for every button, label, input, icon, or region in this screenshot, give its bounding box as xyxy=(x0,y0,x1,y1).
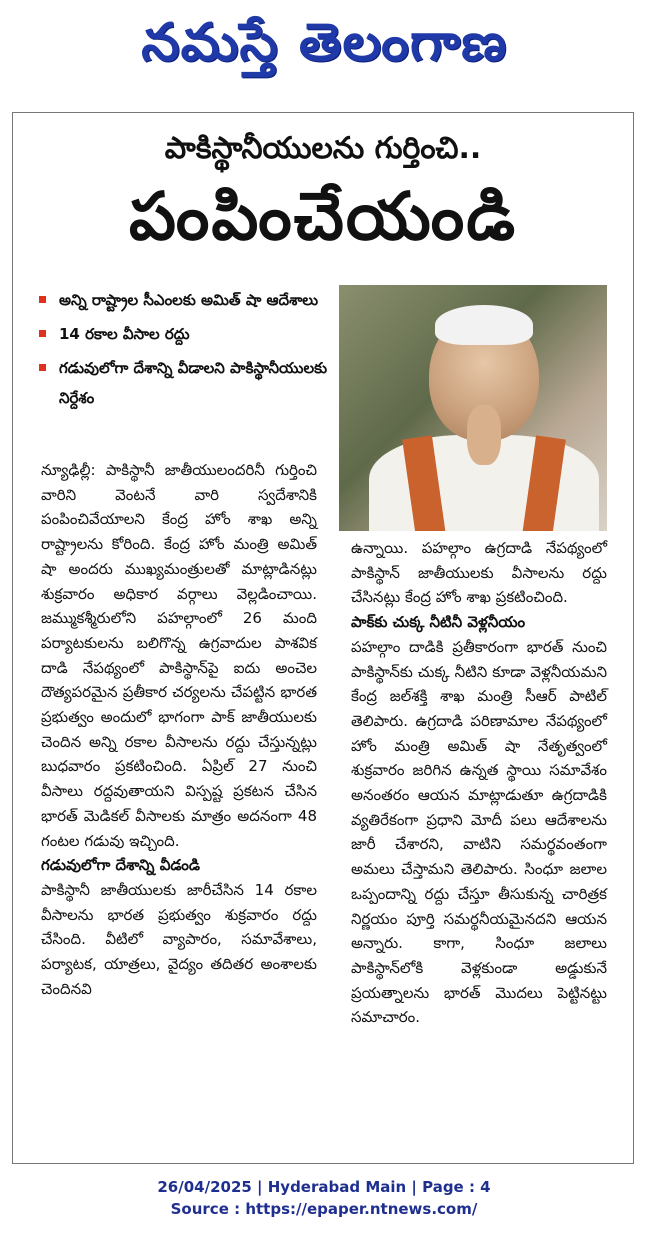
body-paragraph: న్యూఢిల్లీ: పాకిస్థానీ జాతీయులందరినీ గుర్తించి వారిని వెంటనే వారి స్వదేశానికి పంపించివేయాలని కేంద్ర హోం శాఖ అన్ని రాష్ట్రాలను కోరింది. కేంద్ర హోం మంత్రి అమిత్ షా అందరు ముఖ్యమంత్రులతో మాట్లాడినట్లు శుక్రవారం అధికార వర్గాలు వెల్లడించాయి. జమ్ముకశ్మీరులోని పహల్గాంలో 26 మంది పర్యాటకులను బలిగొన్న ఉగ్రవాదుల పాశవిక దాడి నేపథ్యంలో పాకిస్థాన్‌పై ఐదు అంచెల దౌత్యపరమైన ప్రతీకార చర్యలను చేపట్టిన భారత ప్రభుత్వం అందులో భాగంగా పాక్ జాతీయులకు చెందిన అన్ని రకాల వీసాలను రద్దు చేస్తున్నట్లు బుధవారం ప్రకటించింది. ఏప్రిల్ 27 నుంచి వీసాలు రద్దవుతాయని విస్పష్ట ప్రకటన చేసిన భారత్ మెడికల్ వీసాలకు మాత్రం అదనంగా 48 గంటల గడువు ఇచ్చింది. xyxy=(41,461,317,850)
right-column xyxy=(351,536,607,1030)
article-box xyxy=(12,112,634,1164)
masthead xyxy=(0,0,648,90)
highlight-item: 14 రకాల వీసాల రద్దు xyxy=(39,319,339,349)
highlight-item: అన్ని రాష్ట్రాల సీఎంలకు అమిత్ షా ఆదేశాలు xyxy=(39,285,339,315)
source-link[interactable]: Source : https://epaper.ntnews.com/ xyxy=(170,1200,478,1218)
bullet-square-icon xyxy=(39,330,46,337)
highlights-list xyxy=(39,285,339,417)
bullet-square-icon xyxy=(39,364,46,371)
body-paragraph: ఉన్నాయి. పహల్గాం ఉగ్రదాడి నేపథ్యంలో పాకిస్థాన్ జాతీయులకు వీసాలను రద్దు చేసినట్లు కేంద్ర హోం శాఖ ప్రకటించింది. xyxy=(351,539,607,607)
highlight-item: గడువులోగా దేశాన్ని వీడాలని పాకిస్థానీయులకు నిర్దేశం xyxy=(39,353,339,413)
newspaper-logo: నమస్తే తెలంగాణ xyxy=(140,13,508,73)
body-paragraph: పాకిస్థానీ జాతీయులకు జారీచేసిన 14 రకాల వీసాలను భారత ప్రభుత్వం శుక్రవారం రద్దు చేసింది. వీటిలో వ్యాపారం, సమావేశాలు, పర్యాటక, యాత్రలు, వైద్యం తదితర అంశాలకు చెందినవి xyxy=(41,880,317,998)
subheading: గడువులోగా దేశాన్ని వీడండి xyxy=(41,856,200,875)
subheading: పాక్‌కు చుక్క నీటినీ వెళ్లనీయం xyxy=(351,613,526,632)
article-headline: పంపించేయండి xyxy=(128,178,518,255)
bullet-square-icon xyxy=(39,296,46,303)
edition-info: 26/04/2025 | Hyderabad Main | Page : 4 xyxy=(157,1178,491,1196)
person-photo xyxy=(339,285,607,531)
article-kicker: పాకిస్థానీయులను గుర్తించి.. xyxy=(164,131,482,166)
left-column xyxy=(41,458,317,1001)
body-paragraph: పహల్గాం దాడికి ప్రతీకారంగా భారత్ నుంచి పాకిస్థాన్‌కు చుక్క నీటిని కూడా వెళ్లనీయమని కేంద్ర జల్‌శక్తి శాఖ మంత్రి సీఆర్ పాటిల్ తెలిపారు. ఉగ్రదాడి పరిణామాల నేపథ్యంలో హోం మంత్రి అమిత్ షా నేతృత్వంలో శుక్రవారం జరిగిన ఉన్నత స్థాయి సమావేశం అనంతరం ఆయన మాట్లాడుతూ ఉగ్రదాడికి వ్యతిరేకంగా ప్రధాని మోదీ పలు ఆదేశాలను జారీ చేశారని, వాటిని సమర్థవంతంగా అమలు చేస్తామని తెలిపారు. సింధూ జలాల ఒప్పందాన్ని రద్దు చేస్తూ తీసుకున్న చారిత్రక నిర్ణయం పూర్తి సమర్థనీయమైనదని ఆయన అన్నారు. కాగా, సింధూ జలాలు పాకిస్థాన్‌లోకి వెళ్లకుండా అడ్డుకునే ప్రయత్నాలను భారత్ మొదలు పెట్టినట్టు సమాచారం. xyxy=(351,637,607,1027)
